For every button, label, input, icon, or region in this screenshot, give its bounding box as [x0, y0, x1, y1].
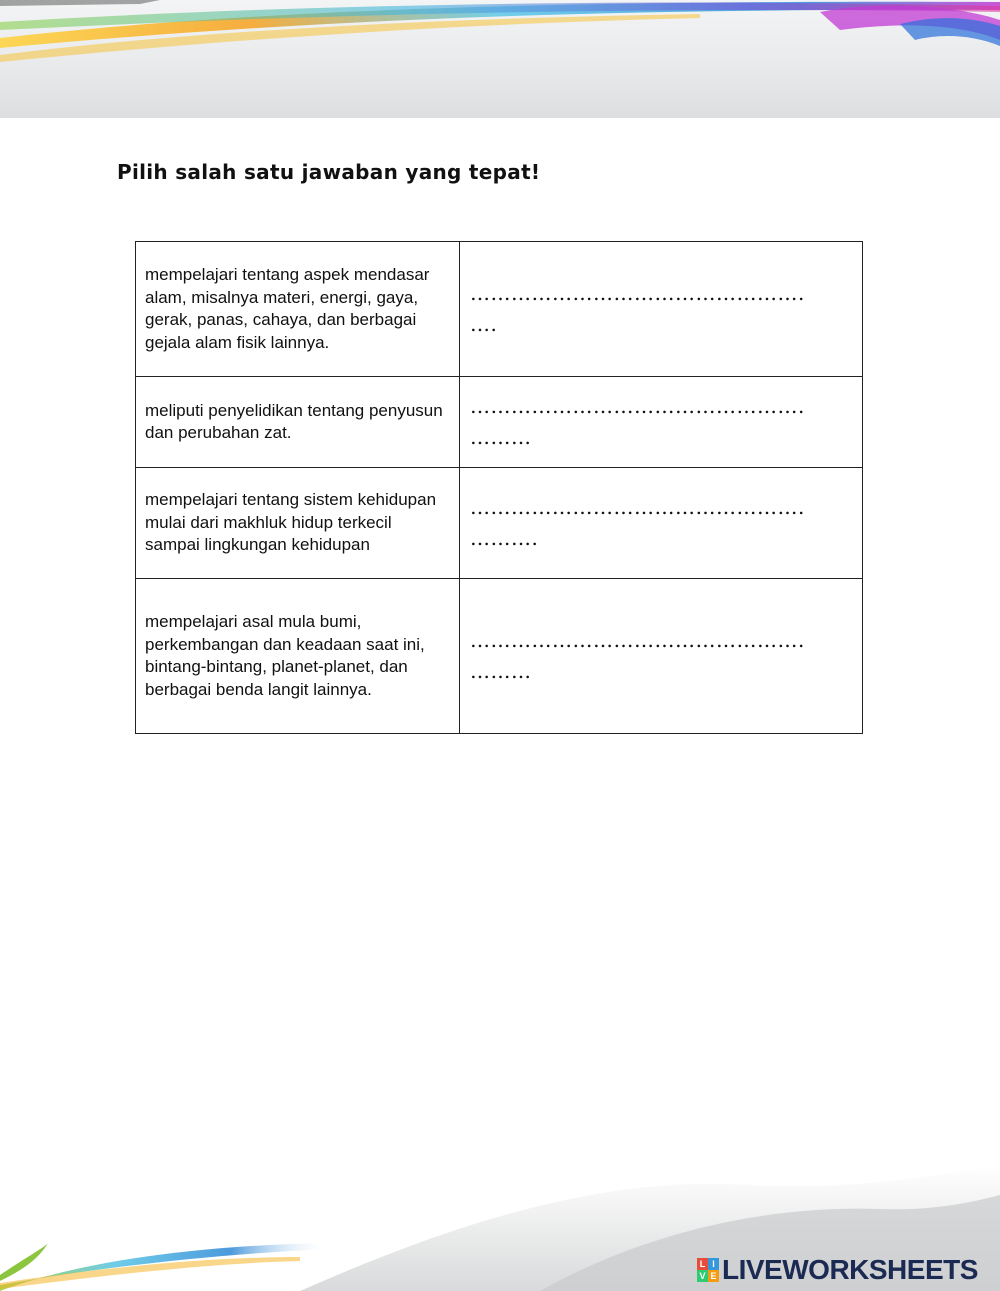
mark-letter: L: [697, 1258, 708, 1270]
question-cell: [136, 468, 460, 579]
brand-name: LIVEWORKSHEETS: [722, 1254, 978, 1285]
table-row: [136, 579, 863, 734]
question-cell: [136, 579, 460, 734]
question-text: mempelajari tentang aspek mendasar alam, misalnya materi, energi, gaya, gerak, panas, cahaya, dan berbagai gejala alam fisik lainnya.: [145, 265, 430, 352]
answer-blank[interactable]: …………………………………………. ………: [470, 628, 805, 683]
table-row: [136, 377, 863, 468]
mark-letter: I: [708, 1258, 719, 1270]
question-text: mempelajari tentang sistem kehidupan mulai dari makhluk hidup terkecil sampai lingkungan kehidupan: [145, 490, 437, 555]
liveworksheets-logo: [697, 1254, 978, 1286]
answer-blank[interactable]: …………………………………………. ……….: [470, 495, 805, 550]
answer-blank[interactable]: …………………………………………. ………: [470, 394, 805, 449]
answer-cell[interactable]: [460, 468, 863, 579]
question-text: meliputi penyelidikan tentang penyusun dan perubahan zat.: [145, 400, 443, 442]
instruction-title: Pilih salah satu jawaban yang tepat!: [117, 160, 541, 184]
decorative-swoosh-top: [0, 0, 1000, 118]
question-cell: [136, 242, 460, 377]
answer-blank[interactable]: …………………………………………. ….: [470, 281, 805, 336]
answer-cell[interactable]: [460, 242, 863, 377]
question-answer-table: [135, 241, 863, 734]
table-row: [136, 242, 863, 377]
mark-letter: V: [697, 1270, 708, 1282]
mark-letter: E: [708, 1270, 719, 1282]
question-cell: [136, 377, 460, 468]
answer-cell[interactable]: [460, 579, 863, 734]
liveworksheets-mark-icon: [697, 1258, 719, 1282]
answer-cell[interactable]: [460, 377, 863, 468]
table-row: [136, 468, 863, 579]
question-text: mempelajari asal mula bumi, perkembangan dan keadaan saat ini, bintang-bintang, planet-planet, dan berbagai benda langit lainnya.: [145, 612, 425, 699]
header-banner: [0, 0, 1000, 118]
